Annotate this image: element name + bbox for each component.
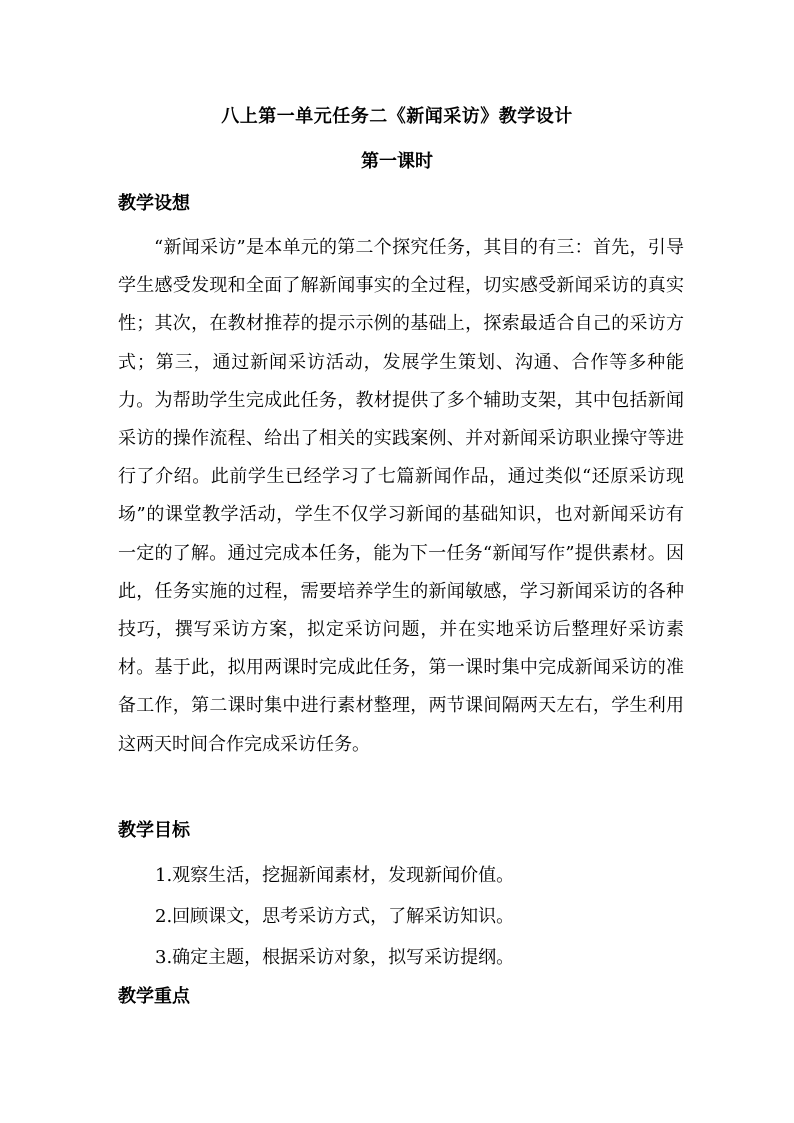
teaching-concept-paragraph: “新闻采访”是本单元的第二个探究任务，其目的有三：首先，引导学生感受发现和全面了解新闻事实的全过程，切实感受新闻采访的真实性；其次，在教材推荐的提示示例的基础上，探索最适合自己的采访方式；第三，通过新闻采访活动，发展学生策划、沟通、合作等多种能力。为帮助学生完成此任务，教材提供了多个辅助支架，其中包括新闻采访的操作流程、给出了相关的实践案例、并对新闻采访职业操守等进行了介绍。此前学生已经学习了七篇新闻作品，通过类似“还原采访现场”的课堂教学活动，学生不仅学习新闻的基础知识，也对新闻采访有一定的了解。通过完成本任务，能为下一任务“新闻写作”提供素材。因此，任务实施的过程，需要培养学生的新闻敏感，学习新闻采访的各种技巧，撰写采访方案，拟定采访问题，并在实地采访后整理好采访素材。基于此，拟用两课时完成此任务，第一课时集中完成新闻采访的准备工作，第二课时集中进行素材整理，两节课间隔两天左右，学生利用这两天时间合作完成采访任务。 — [118, 237, 684, 755]
list-item: 2.回顾课文，思考采访方式，了解采访知识。 — [155, 906, 515, 927]
section-heading-teaching-focus: 教学重点 — [118, 986, 190, 1007]
section-heading-teaching-objectives: 教学目标 — [118, 820, 190, 841]
document-title: 八上第一单元任务二《新闻采访》教学设计 — [221, 106, 573, 127]
list-item: 3.确定主题，根据采访对象，拟写采访提纲。 — [155, 947, 515, 968]
list-item: 1.观察生活，挖掘新闻素材，发现新闻价值。 — [155, 865, 515, 886]
objectives-list — [155, 855, 514, 978]
lesson-subtitle: 第一课时 — [361, 151, 433, 172]
section-heading-teaching-concept: 教学设想 — [118, 193, 190, 214]
